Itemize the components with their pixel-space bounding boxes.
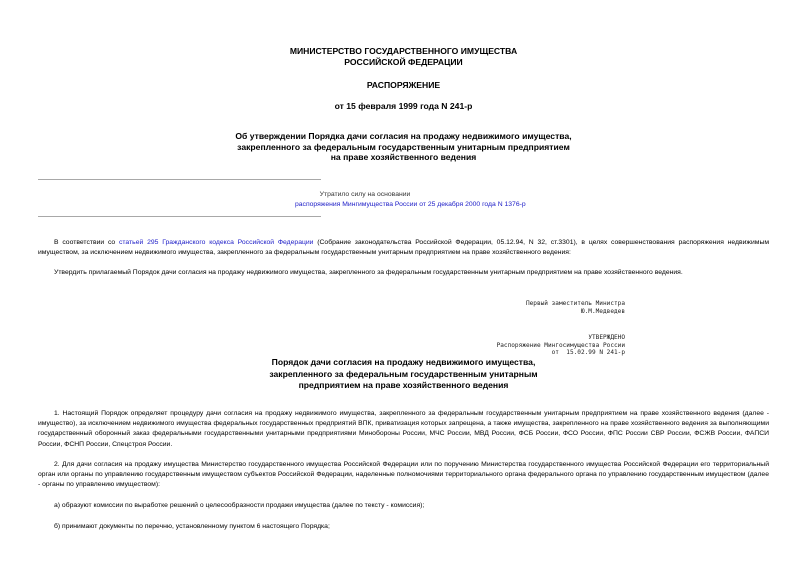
order-paragraph: Утвердить прилагаемый Порядок дачи согласия на продажу недвижимого имущества, закрепленного за федеральным государственным унитарным предприятием на праве хозяйственного ведения. xyxy=(54,269,683,276)
status-note-line1: Утратило силу на основании xyxy=(319,191,411,198)
signature-block xyxy=(420,300,625,315)
approval-label: УТВЕРЖДЕНО xyxy=(588,334,625,341)
divider-bottom xyxy=(38,216,321,217)
procedure-title-line1: Порядок дачи согласия на продажу недвижимого имущества, xyxy=(271,357,536,367)
civil-code-article-link[interactable]: статьей 295 Гражданского кодекса Российской Федерации xyxy=(118,239,314,246)
approval-block xyxy=(420,334,625,357)
preamble-intro: В соответствии со xyxy=(54,239,119,246)
item-1: 1. Настоящий Порядок определяет процедуру дачи согласия на продажу недвижимого имущества, закрепленного за федеральным государственным унитарным предприятием на праве хозяйственного ведения (далее - имущество), за исключением недвижимого имущества федеральных государственных предприятий ВПК, приватизация которых запрещена, а также имущества, закрепленного на праве хозяйственного ведения за выполняющими государственный оборонный заказ федеральными государственными унитарными предприятиями Минобороны России, МЧС России, МВД России, ФСБ России, ФСО России, ФПС России СВР России, ФСЖВ России, ФАПСИ России, ФСНП России, Спецстроя России. xyxy=(38,410,769,448)
procedure-title-line3: предприятием на праве хозяйственного ведения xyxy=(298,380,509,390)
approval-act: Распоряжение Мингосимущества России xyxy=(496,341,625,349)
signatory-position: Первый заместитель Министра xyxy=(525,300,625,307)
doc-subject-line2: закрепленного за федеральным государственным унитарным предприятием xyxy=(237,141,570,152)
doc-subject xyxy=(0,131,807,163)
document-header xyxy=(0,46,807,67)
preamble-paragraph xyxy=(38,238,769,258)
item-2a: а) образуют комиссии по выработке решений о целесообразности продажи имущества (далее по тексту - комиссия); xyxy=(54,502,425,509)
doc-subject-line1: Об утверждении Порядка дачи согласия на продажу недвижимого имущества, xyxy=(235,131,572,141)
procedure-title xyxy=(0,357,807,392)
doc-date-number: от 15 февраля 1999 года N 241-р xyxy=(334,101,473,111)
approval-date: от 15.02.99 N 241-р xyxy=(551,349,625,356)
divider-top xyxy=(38,179,321,180)
preamble-rest: (Собрание законодательства Российской Федерации, 05.12.94, N 32, ст.3301), в целях совершенствования распоряжения недвижимым имуществом, за исключением недвижимого имущества, закрепленного за федеральным государственным унитарным предприятием на праве хозяйственного ведения: xyxy=(38,239,769,257)
doc-subject-line3: на праве хозяйственного ведения xyxy=(330,152,477,162)
procedure-title-line2: закрепленного за федеральным государственным унитарным xyxy=(269,368,538,379)
item-2: 2. Для дачи согласия на продажу имущества Министерство государственного имущества Российской Федерации или по поручению Министерства государственного имущества Российской Федерации его территориальный орган или органы по управлению государственным имуществом субъектов Российской Федерации, наделенные полномочиями территориального органа федерального органа по управлению государственным имуществом (далее - органы по управлению имуществом): xyxy=(38,461,769,489)
item-2b: б) принимают документы по перечню, установленному пунктом 6 настоящего Порядка; xyxy=(54,523,330,530)
ministry-name-line1: МИНИСТЕРСТВО ГОСУДАРСТВЕННОГО ИМУЩЕСТВА xyxy=(289,46,518,56)
doc-type: РАСПОРЯЖЕНИЕ xyxy=(366,80,441,90)
status-note xyxy=(295,190,526,210)
ministry-name-line2: РОССИЙСКОЙ ФЕДЕРАЦИИ xyxy=(344,56,463,67)
repeal-act-link[interactable]: распоряжения Мингимущества России от 25 декабря 2000 года N 1376-р xyxy=(295,201,526,208)
signatory-name: Ю.М.Медведев xyxy=(580,307,625,315)
